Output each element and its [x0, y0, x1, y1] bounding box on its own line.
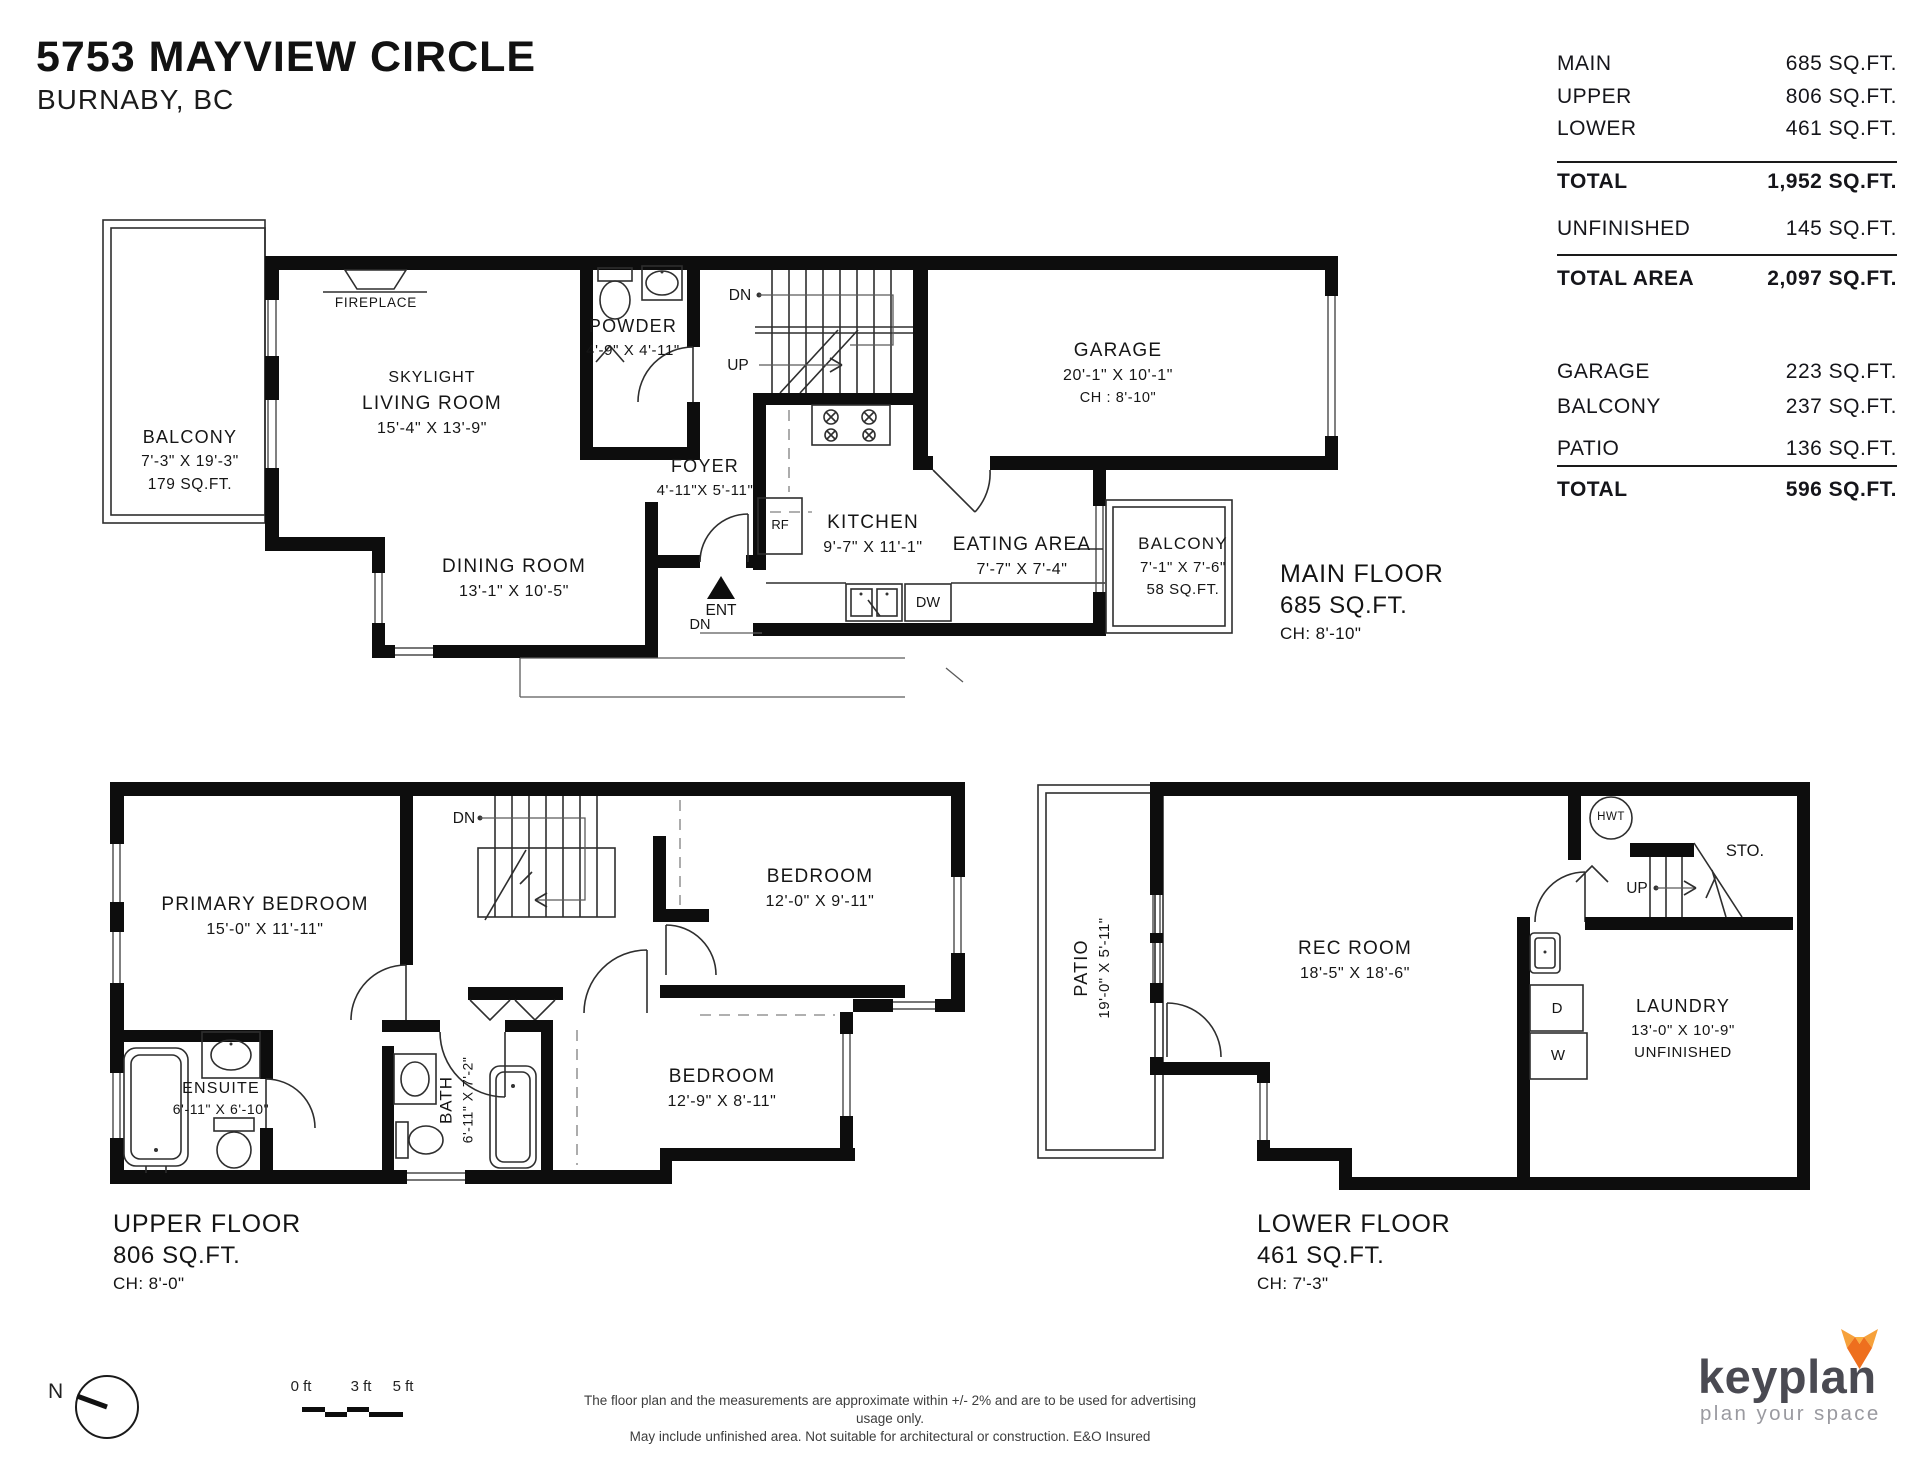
label-storage: STO.: [1725, 842, 1765, 860]
scale-bar: [302, 1407, 403, 1417]
label-stairs-up: UP: [1626, 880, 1648, 897]
room-label-primary-bedroom: PRIMARY BEDROOM 15'-0" X 11'-11": [161, 894, 369, 938]
table-row: MAIN 685 SQ.FT.: [1557, 52, 1897, 75]
room-label-kitchen: KITCHEN 9'-7" X 11'-1": [823, 512, 923, 556]
room-label-laundry: LAUNDRY 13'-0" X 10'-9" UNFINISHED: [1631, 996, 1735, 1061]
table-divider: [1557, 254, 1897, 256]
label-stairs-dn: DN: [452, 810, 476, 827]
room-label-patio: PATIO 19'-0" X 5'-11": [1071, 917, 1113, 1019]
room-label-bedroom-bottom: BEDROOM 12'-9" X 8'-11": [667, 1066, 777, 1110]
floor-label-upper: UPPER FLOOR 806 SQ.FT. CH: 8'-0": [113, 1210, 301, 1293]
toilet-icon: [214, 1118, 254, 1168]
room-label-dining: DINING ROOM 13'-1" X 10'-5": [441, 556, 587, 600]
laundry-sink-icon: [1530, 933, 1560, 973]
stove-icon: [812, 405, 890, 445]
table-divider: [1557, 465, 1897, 467]
room-label-foyer: FOYER 4'-11"X 5'-11": [656, 456, 754, 499]
stairs-main: [755, 270, 913, 393]
scale-label-0: 0 ft: [290, 1378, 312, 1395]
room-label-bedroom-top: BEDROOM 12'-0" X 9'-11": [765, 866, 875, 910]
stairs-upper: [478, 796, 616, 920]
room-label-balcony-right: BALCONY 7'-1" X 7'-6" 58 SQ.FT.: [1138, 534, 1228, 598]
label-fridge: RF: [771, 517, 789, 532]
label-fireplace: FIREPLACE: [334, 295, 418, 310]
room-label-garage: GARAGE 20'-1" X 10'-1" CH : 8'-10": [1062, 340, 1174, 406]
floor-label-main: MAIN FLOOR 685 SQ.FT. CH: 8'-10": [1280, 560, 1444, 643]
scale-label-5: 5 ft: [392, 1378, 414, 1395]
disclaimer: The floor plan and the measurements are approximate within +/- 2% and are to be used for advertising usage only. May include unfinished area. Not suitable for architectural or construction. E&O Insured: [584, 1393, 1196, 1444]
label-stairs-up: UP: [727, 357, 749, 374]
room-label-ensuite: ENSUITE 6'-11" X 6'-10": [172, 1080, 270, 1117]
floor-label-lower: LOWER FLOOR 461 SQ.FT. CH: 7'-3": [1257, 1210, 1451, 1293]
table-row-total-area: TOTAL AREA 2,097 SQ.FT.: [1557, 267, 1897, 290]
scale-label-3: 3 ft: [350, 1378, 372, 1395]
label-dishwasher: DW: [915, 595, 941, 611]
room-label-balcony-left: BALCONY 7'-3" X 19'-3" 179 SQ.FT.: [141, 427, 239, 493]
table-divider: [1557, 161, 1897, 163]
page-subtitle: BURNABY, BC: [37, 84, 235, 115]
table-row: GARAGE 223 SQ.FT.: [1557, 360, 1897, 383]
kitchen-sink-icon: [846, 584, 902, 621]
upper-floor-plan: [110, 782, 965, 1184]
keyplan-logo: keyplan: [1698, 1350, 1877, 1403]
label-entry-dn: DN: [689, 617, 711, 633]
room-label-powder: POWDER 4'-9" X 4'-11": [586, 316, 680, 359]
page-title: 5753 MAYVIEW CIRCLE: [36, 33, 537, 81]
keyplan-tagline: plan your space: [1700, 1402, 1881, 1425]
label-washer: W: [1550, 1047, 1566, 1064]
compass-north-label: N: [48, 1380, 64, 1403]
compass: [76, 1376, 138, 1438]
label-entry: ENT: [705, 602, 737, 619]
room-label-rec-room: REC ROOM 18'-5" X 18'-6": [1297, 938, 1413, 982]
table-row-total: TOTAL 1,952 SQ.FT.: [1557, 170, 1897, 193]
toilet-icon: [598, 268, 632, 319]
label-hwt: HWT: [1597, 811, 1625, 823]
room-label-eating: EATING AREA 7'-7" X 7'-4": [952, 534, 1092, 578]
label-dryer: D: [1551, 1000, 1563, 1017]
sink-icon: [642, 266, 682, 300]
entry-arrow-icon: [707, 576, 735, 599]
table-row: LOWER 461 SQ.FT.: [1557, 117, 1897, 140]
table-row-outdoor-total: TOTAL 596 SQ.FT.: [1557, 478, 1897, 501]
fireplace-icon: [323, 270, 427, 292]
table-row: PATIO 136 SQ.FT.: [1557, 437, 1897, 460]
table-row: UNFINISHED 145 SQ.FT.: [1557, 217, 1897, 240]
area-summary-table: [1557, 40, 1897, 520]
bathtub-icon: [490, 1066, 536, 1168]
label-stairs-dn: DN: [728, 287, 752, 304]
table-row: BALCONY 237 SQ.FT.: [1557, 395, 1897, 418]
room-label-bath: BATH 6'-11" X 7'-2": [436, 1056, 476, 1144]
sink-icon: [394, 1054, 436, 1104]
room-label-living: SKYLIGHT LIVING ROOM 15'-4" X 13'-9": [362, 369, 502, 437]
table-row: UPPER 806 SQ.FT.: [1557, 85, 1897, 108]
lower-floor-plan: [1038, 782, 1810, 1190]
